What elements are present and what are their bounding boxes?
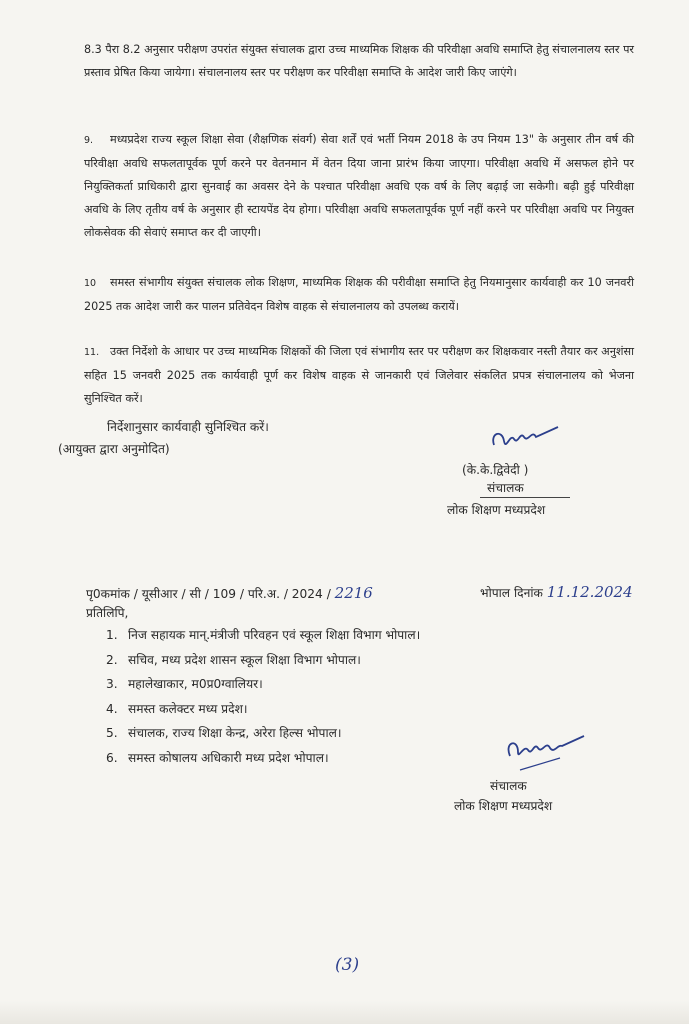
- reference-handwritten: 2216: [334, 584, 373, 602]
- signature-2: [500, 730, 590, 776]
- para-10-number: 10: [84, 278, 97, 289]
- para-10-text: समस्त संभागीय संयुक्त संचालक लोक शिक्षण, माध्यमिक शिक्षक की परीवीक्षा समाप्ति हेतु नियमानुसार कार्यवाही कर 10 जनवरी 2025 तक आदेश जारी कर पालन प्रतिवेदन विशेष वाहक से संचालनालय को उपलब्ध करायें।: [84, 276, 634, 313]
- list-item: 5. संचालक, राज्य शिक्षा केन्द्र, अरेरा हिल्स भोपाल।: [106, 726, 342, 740]
- list-item: 4. समस्त कलेक्टर मध्य प्रदेश।: [106, 701, 248, 716]
- copy-to-label: प्रतिलिपि,: [86, 606, 129, 620]
- closing-instruction: निर्देशानुसार कार्यवाही सुनिश्चित करें।: [107, 420, 269, 434]
- signatory-2-designation: संचालक: [490, 779, 527, 793]
- signatory-1-name: (के.के.द्विवेदी ): [462, 463, 529, 477]
- list-item: 1. निज सहायक मान्.मंत्रीजी परिवहन एवं स्कूल शिक्षा विभाग भोपाल।: [106, 628, 421, 642]
- para-11: [84, 340, 634, 410]
- paper-edge: [0, 1000, 689, 1024]
- copy-list: [106, 626, 420, 773]
- para-9: [84, 128, 634, 244]
- para-10: [84, 271, 634, 318]
- para-11-number: 11.: [84, 347, 100, 358]
- approval-note: (आयुक्त द्वारा अनुमोदित): [58, 442, 170, 456]
- para-9-text: मध्यप्रदेश राज्य स्कूल शिक्षा सेवा (शैक्षणिक संवर्ग) सेवा शर्तें एवं भर्ती नियम 2018 के उप नियम 13" के अनुसार तीन वर्ष की परिवीक्षा अवधि सफलतापूर्वक पूर्ण करने पर वेतनमान में वेतन दिया जाना प्रारंभ किया जाएगा। परिवीक्षा अवधि में असफल होने पर नियुक्तिकर्ता प्राधिकारी द्वारा सुनवाई का अवसर देने के पश्चात परिवीक्षा अवधि एक वर्ष के लिए बढ़ाई जा सकेगी। बढ़ी हुई परिवीक्षा अवधि के लिए तृतीय वर्ष के अनुसार ही स्टायपेंड देय होगा। परिवीक्षा अवधि सफलतापूर्वक पूर्ण नहीं करने पर परिवीक्षा अवधि पर नियुक्त लोकसेवक की सेवाएं समाप्त कर दी जाएगी।: [84, 133, 634, 239]
- place-date: [480, 583, 633, 601]
- list-item: 6. समस्त कोषालय अधिकारी मध्य प्रदेश भोपाल।: [106, 750, 329, 765]
- para-9-number: 9.: [84, 135, 94, 146]
- page-number: (3): [335, 955, 360, 975]
- para-8-3: [84, 38, 634, 84]
- signatory-1-office: लोक शिक्षण मध्यप्रदेश: [447, 503, 546, 517]
- reference-number: [86, 584, 373, 602]
- list-item: 3. महालेखाकार, म0प्र0ग्वालियर।: [106, 677, 263, 691]
- list-item: 2. सचिव, मध्य प्रदेश शासन स्कूल शिक्षा विभाग भोपाल।: [106, 652, 361, 667]
- signature-1: [488, 423, 568, 463]
- para-11-text: उक्त निर्देशो के आधार पर उच्च माध्यमिक शिक्षकों की जिला एवं संभागीय स्तर पर परीक्षण कर शिक्षकवार नस्ती तैयार कर अनुशंसा सहित 15 जनवरी 2025 तक कार्यवाही पूर्ण कर विशेष वाहक से जानकारी एवं जिलेवार संकलित प्रपत्र संचालनालय को भेजना सुनिश्चित करें।: [84, 345, 634, 405]
- para-8-3-text: 8.3 पैरा 8.2 अनुसार परीक्षण उपरांत संयुक्त संचालक द्वारा उच्च माध्यमिक शिक्षक की परिवीक्षा अवधि समाप्ति हेतु संचालनालय स्तर पर प्रस्ताव प्रेषित किया जायेगा। संचालनालय स्तर पर परीक्षण कर परिवीक्षा समाप्ति के आदेश जारी किए जाएंगे।: [84, 43, 634, 79]
- signatory-2-office: लोक शिक्षण मध्यप्रदेश: [454, 799, 553, 813]
- place-date-label: भोपाल दिनांक: [480, 586, 543, 600]
- signature-rule: [480, 497, 570, 498]
- signatory-1-designation: संचालक: [487, 481, 524, 495]
- date-handwritten: 11.12.2024: [546, 583, 633, 601]
- reference-prefix: पृ0कमांक / यूसीआर / सी / 109 / परि.अ. / 2024 /: [86, 587, 331, 601]
